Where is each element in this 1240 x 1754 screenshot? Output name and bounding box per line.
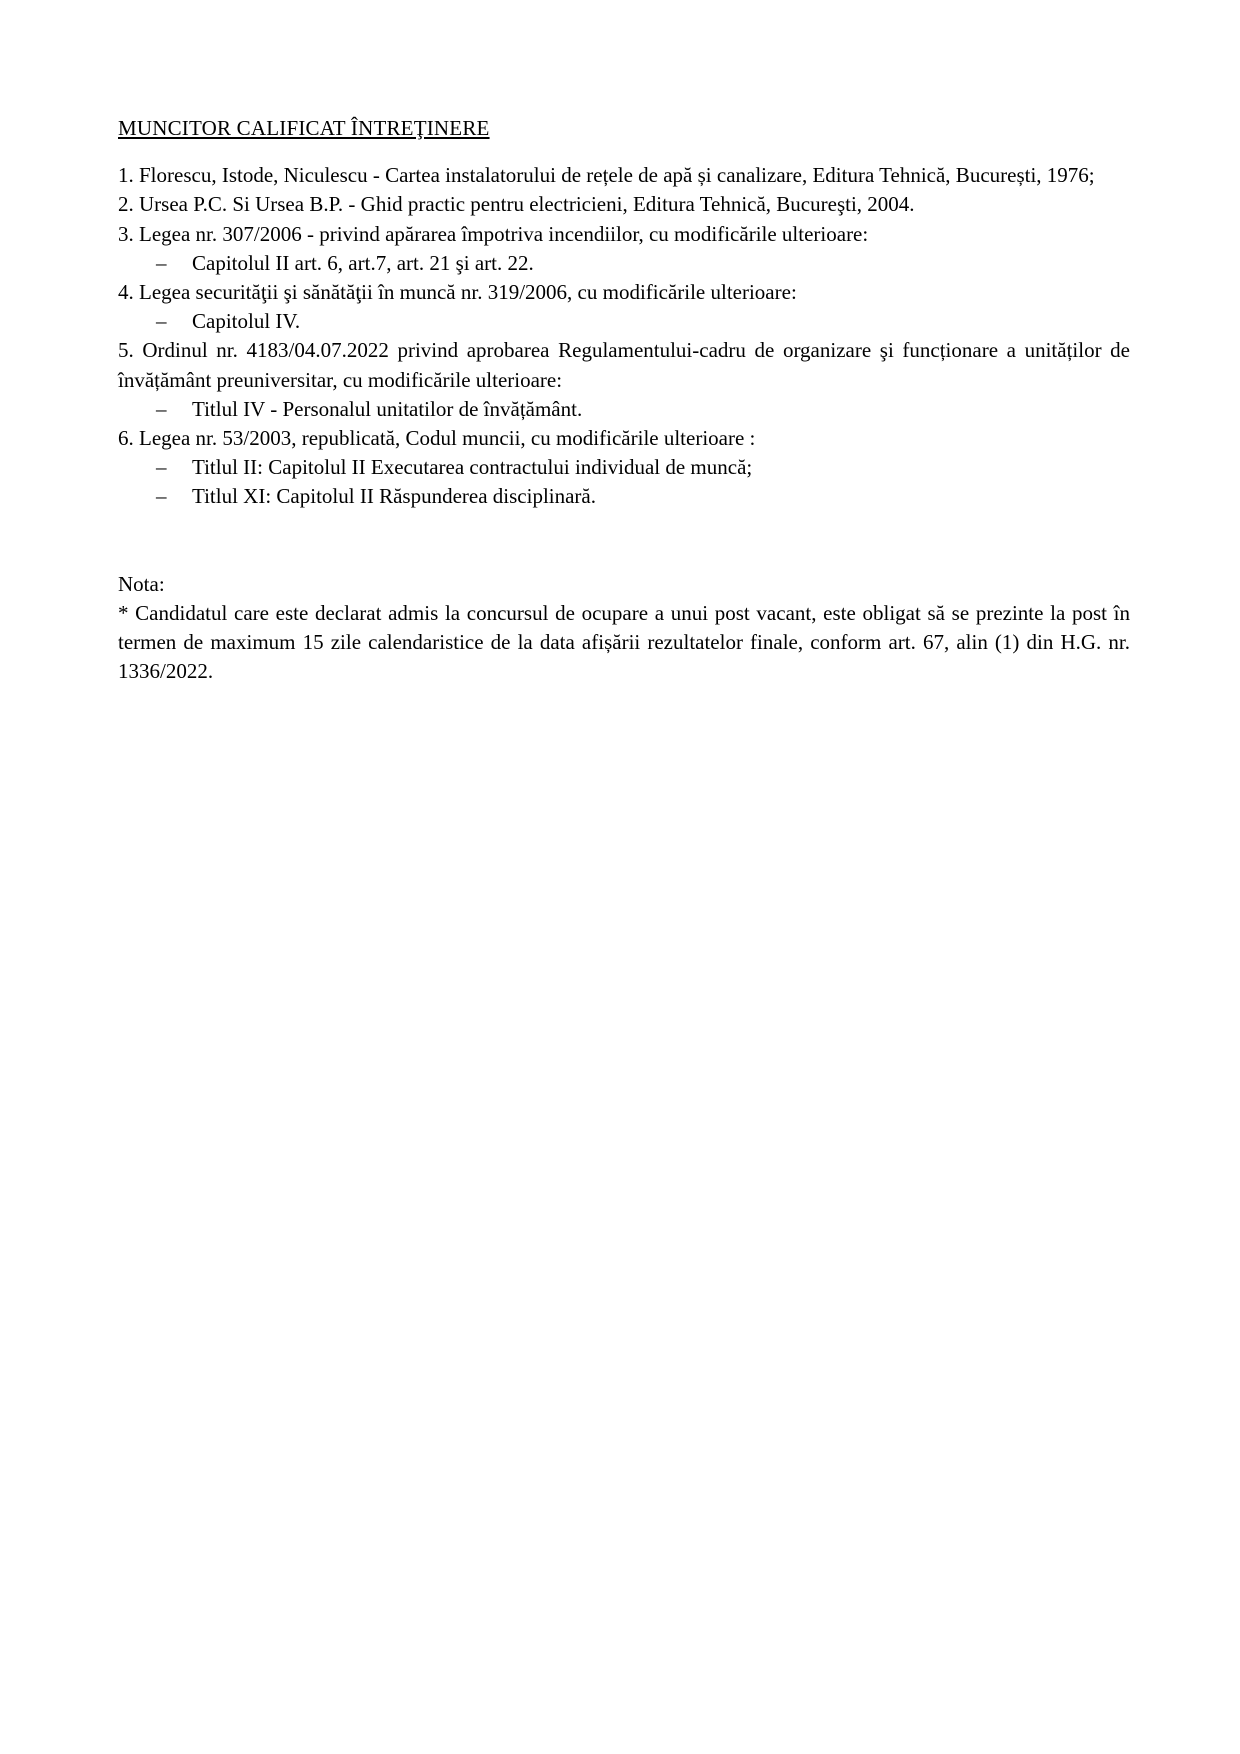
dash-bullet: – <box>156 309 167 334</box>
subitem-text: Capitolul II art. 6, art.7, art. 21 şi art. 22. <box>192 250 534 275</box>
reference-4-subitem <box>118 307 1130 336</box>
bibliography-list <box>118 161 1130 511</box>
subitem-text: Titlul IV - Personalul unitatilor de învățământ. <box>192 396 583 421</box>
reference-6-subitem-b <box>118 482 1130 511</box>
dash-bullet: – <box>156 484 167 509</box>
reference-item-4: 4. Legea securităţii şi sănătăţii în muncă nr. 319/2006, cu modificările ulterioare: <box>118 280 797 305</box>
note-section <box>118 570 1130 687</box>
reference-item-6: 6. Legea nr. 53/2003, republicată, Codul muncii, cu modificările ulterioare : <box>118 426 756 451</box>
reference-6-subitem-a <box>118 453 1130 482</box>
reference-item-5: 5. Ordinul nr. 4183/04.07.2022 privind aprobarea Regulamentului-cadru de organizare şi funcționare a unităților de învățământ preuniversitar, cu modificările ulterioare: <box>118 338 1130 392</box>
reference-item-3: 3. Legea nr. 307/2006 - privind apărarea împotriva incendiilor, cu modificările ulterioare: <box>118 221 869 246</box>
subitem-text: Titlul II: Capitolul II Executarea contractului individual de muncă; <box>192 455 753 480</box>
reference-3-subitem <box>118 249 1130 278</box>
reference-item-1: 1. Florescu, Istode, Niculescu - Cartea instalatorului de rețele de apă și canalizare, Editura Tehnică, București, 1976; <box>118 163 1095 188</box>
dash-bullet: – <box>156 396 167 421</box>
note-label: Nota: <box>118 571 165 596</box>
subitem-text: Titlul XI: Capitolul II Răspunderea disciplinară. <box>192 484 596 509</box>
subitem-text: Capitolul IV. <box>192 309 301 334</box>
note-text: * Candidatul care este declarat admis la concursul de ocupare a unui post vacant, este obligat să se prezinte la post în termen de maximum 15 zile calendaristice de la data afișării rezultatelor finale, conform art. 67, alin (1) din H.G. nr. 1336/2022. <box>118 600 1130 684</box>
dash-bullet: – <box>156 250 167 275</box>
dash-bullet: – <box>156 455 167 480</box>
reference-5-subitem <box>118 395 1130 424</box>
document-page <box>118 114 1130 686</box>
reference-item-2: 2. Ursea P.C. Si Ursea B.P. - Ghid practic pentru electricieni, Editura Tehnică, Bucureşti, 2004. <box>118 192 915 217</box>
page-title: MUNCITOR CALIFICAT ÎNTREŢINERE <box>118 116 490 140</box>
